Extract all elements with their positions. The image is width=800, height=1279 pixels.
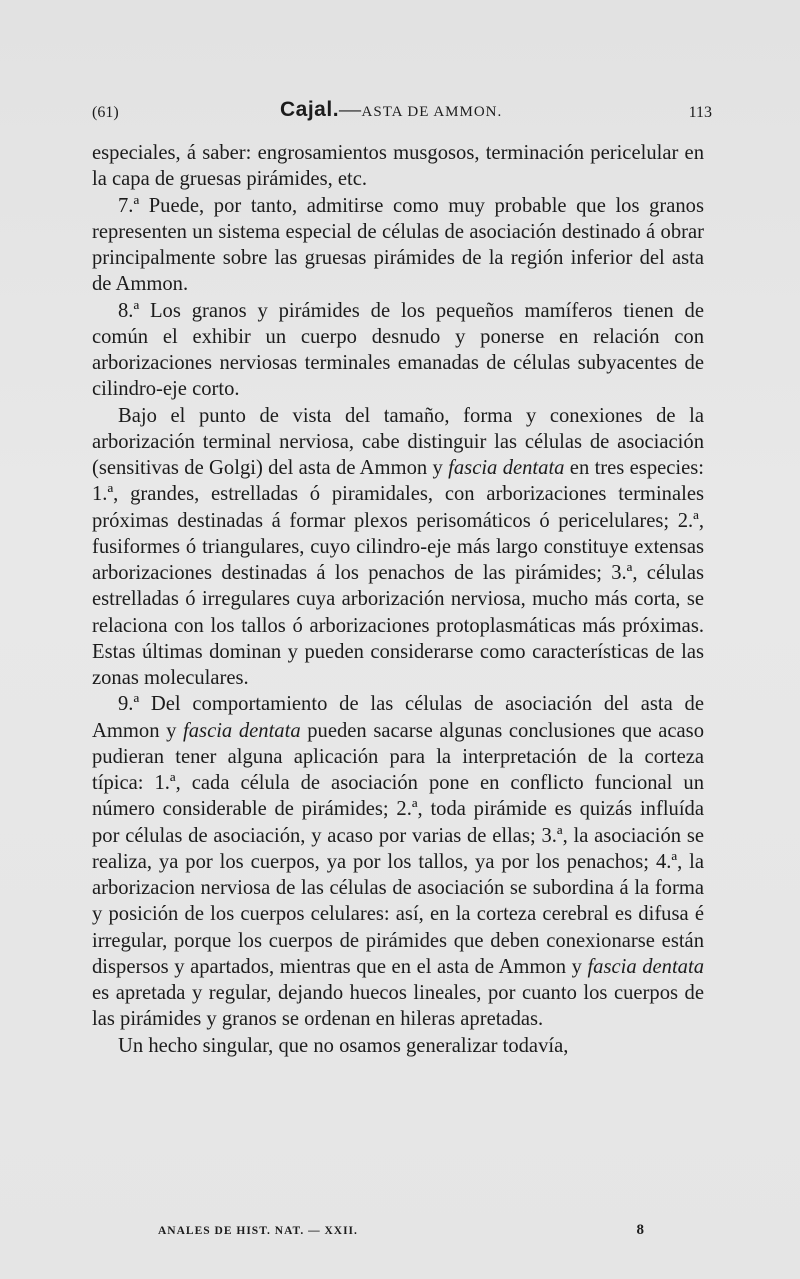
- text-run: es apretada y regular, dejando huecos lineales, por cuanto los cuerpos de las pirámides y granos se ordenan en hileras apretadas.: [92, 982, 704, 1031]
- author-name: Cajal.: [280, 98, 340, 121]
- page-number: 113: [688, 104, 712, 121]
- text-run: especiales, á saber: engrosamientos musgosos, terminación pericelular en la capa de gruesas pirámides, etc.: [92, 142, 704, 191]
- text-run: pueden sacarse algunas conclusiones que acaso pudieran tener alguna aplicación para la interpretación de la corteza típica: 1.ª, cada célula de asociación pone en conflicto funcional un número considerable de pirámides; 2.ª, toda pirámide es quizás influída por células de asociación, y acaso por varias de ellas; 3.ª, la asociación se realiza, ya por los cuerpos, ya por los tallos, ya por los penachos; 4.ª, la arborizacion nerviosa de las células de asociación se subordina á la forma y posición de los cuerpos celulares: así, en la corteza cerebral es difusa é irregular, porque los cuerpos de pirámides que deben conexionarse están dispersos y apartados, mientras que en el asta de Ammon y: [92, 719, 704, 978]
- running-title: [280, 96, 502, 122]
- journal-reference: ANALES DE HIST. NAT. — XXII.: [158, 1225, 358, 1237]
- text-run: Bajo el punto de vista del tamaño, forma y conexiones de la arborización terminal nerviosa, cabe distinguir las células de asociación (sensitivas de Golgi) del asta de Ammon y: [92, 404, 704, 479]
- paragraph: [92, 298, 704, 403]
- italic-term: fascia dentata: [448, 457, 565, 479]
- running-header: [92, 96, 712, 130]
- paragraph: [92, 403, 704, 692]
- body-text: [92, 140, 704, 1059]
- text-run: en tres especies: 1.ª, grandes, estrelladas ó piramidales, con arborizaciones terminales próximas destinadas á formar plexos perisomáticos ó pericelulares; 2.ª, fusiformes ó triangulares, cuyo cilindro-eje más largo constituye extensas arborizaciones destinadas á los penachos de las pirámides; 3.ª, células estrelladas ó irregulares cuya arborización nerviosa, mucho más corta, se relaciona con los tallos ó arborizaciones protoplasmáticas más próximas. Estas últimas dominan y pueden considerarse como características de las zonas moleculares.: [92, 457, 704, 689]
- title-separator: —: [339, 96, 362, 121]
- signature-mark: 8: [636, 1222, 644, 1238]
- paragraph: [92, 691, 704, 1032]
- paragraph: [92, 140, 704, 193]
- text-run: 7.ª Puede, por tanto, admitirse como muy probable que los granos representen un sistema especial de células de asociación destinado á obrar principalmente sobre las gruesas pirámides de la región inferior del asta de Ammon.: [92, 194, 704, 296]
- text-run: Un hecho singular, que no osamos generalizar todavía,: [118, 1034, 569, 1057]
- italic-term: fascia dentata: [587, 955, 704, 978]
- page-footer: [158, 1222, 644, 1245]
- text-run: 8.ª Los granos y pirámides de los pequeños mamíferos tienen de común el exhibir un cuerpo desnudo y ponerse en relación con arborizaciones nerviosas terminales emanadas de células subyacentes de cilindro-eje corto.: [92, 299, 704, 401]
- paragraph: [92, 1033, 704, 1059]
- page-reference: (61): [92, 104, 119, 121]
- paragraph: [92, 193, 704, 298]
- article-title: ASTA DE AMMON.: [361, 104, 503, 120]
- text-run: 9.ª Del comportamiento de las células de asociación del asta de Ammon y: [92, 693, 704, 742]
- italic-term: fascia dentata: [183, 719, 301, 742]
